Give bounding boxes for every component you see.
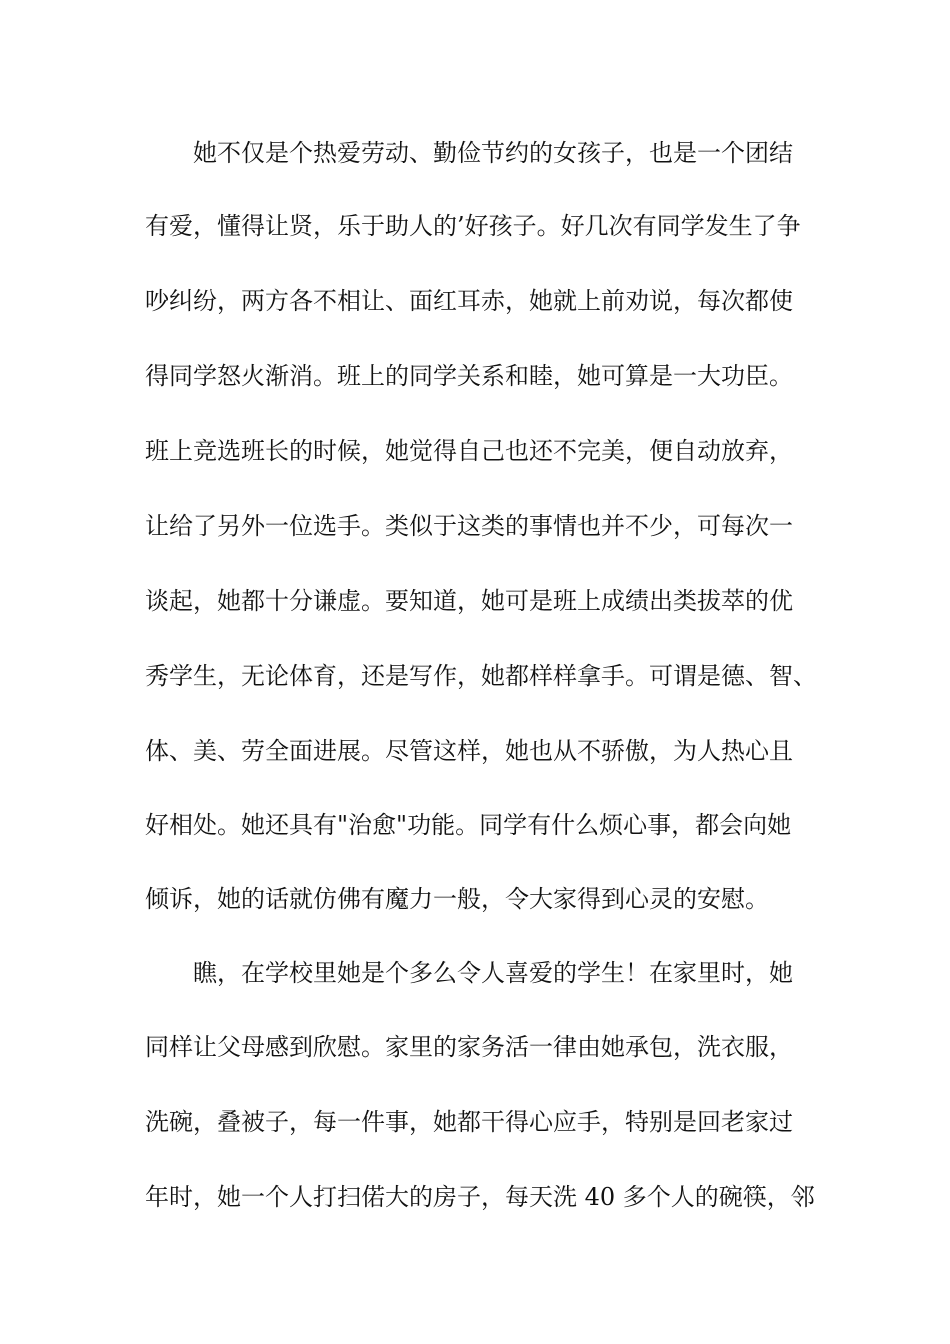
paragraph-1-line-9: 体、美、劳全面进展。尽管这样，她也从不骄傲，为人热心且	[145, 737, 793, 765]
paragraph-1-line-3: 吵纠纷，两方各不相让、面红耳赤，她就上前劝说，每次都使	[145, 287, 793, 315]
paragraph-2-line-3: 洗碗，叠被子，每一件事，她都干得心应手，特别是回老家过	[145, 1108, 793, 1136]
paragraph-1-line-11: 倾诉，她的话就仿佛有魔力一般，令大家得到心灵的安慰。	[145, 885, 769, 913]
paragraph-2-line-1: 瞧，在学校里她是个多么令人喜爱的学生！在家里时，她	[193, 959, 793, 987]
paragraph-2-line-4: 年时，她一个人打扫偌大的房子，每天洗 40 多个人的碗筷，邻	[145, 1183, 815, 1211]
paragraph-1-line-6: 让给了另外一位选手。类似于这类的事情也并不少，可每次一	[145, 512, 793, 540]
paragraph-1-line-1: 她不仅是个热爱劳动、勤俭节约的女孩子，也是一个团结	[193, 139, 793, 167]
paragraph-1-line-7: 谈起，她都十分谦虚。要知道，她可是班上成绩出类拔萃的优	[145, 587, 793, 615]
paragraph-1-line-10: 好相处。她还具有"治愈"功能。同学有什么烦心事，都会向她	[145, 811, 792, 839]
paragraph-1-line-2: 有爱，懂得让贤，乐于助人的’好孩子。好几次有同学发生了争	[145, 212, 801, 240]
paragraph-1-line-5: 班上竞选班长的时候，她觉得自己也还不完美，便自动放弃，	[145, 437, 793, 465]
paragraph-2-line-2: 同样让父母感到欣慰。家里的家务活一律由她承包，洗衣服，	[145, 1033, 793, 1061]
paragraph-1-line-8: 秀学生，无论体育，还是写作，她都样样拿手。可谓是德、智、	[145, 662, 817, 690]
paragraph-1-line-4: 得同学怒火渐消。班上的同学关系和睦，她可算是一大功臣。	[145, 362, 793, 390]
